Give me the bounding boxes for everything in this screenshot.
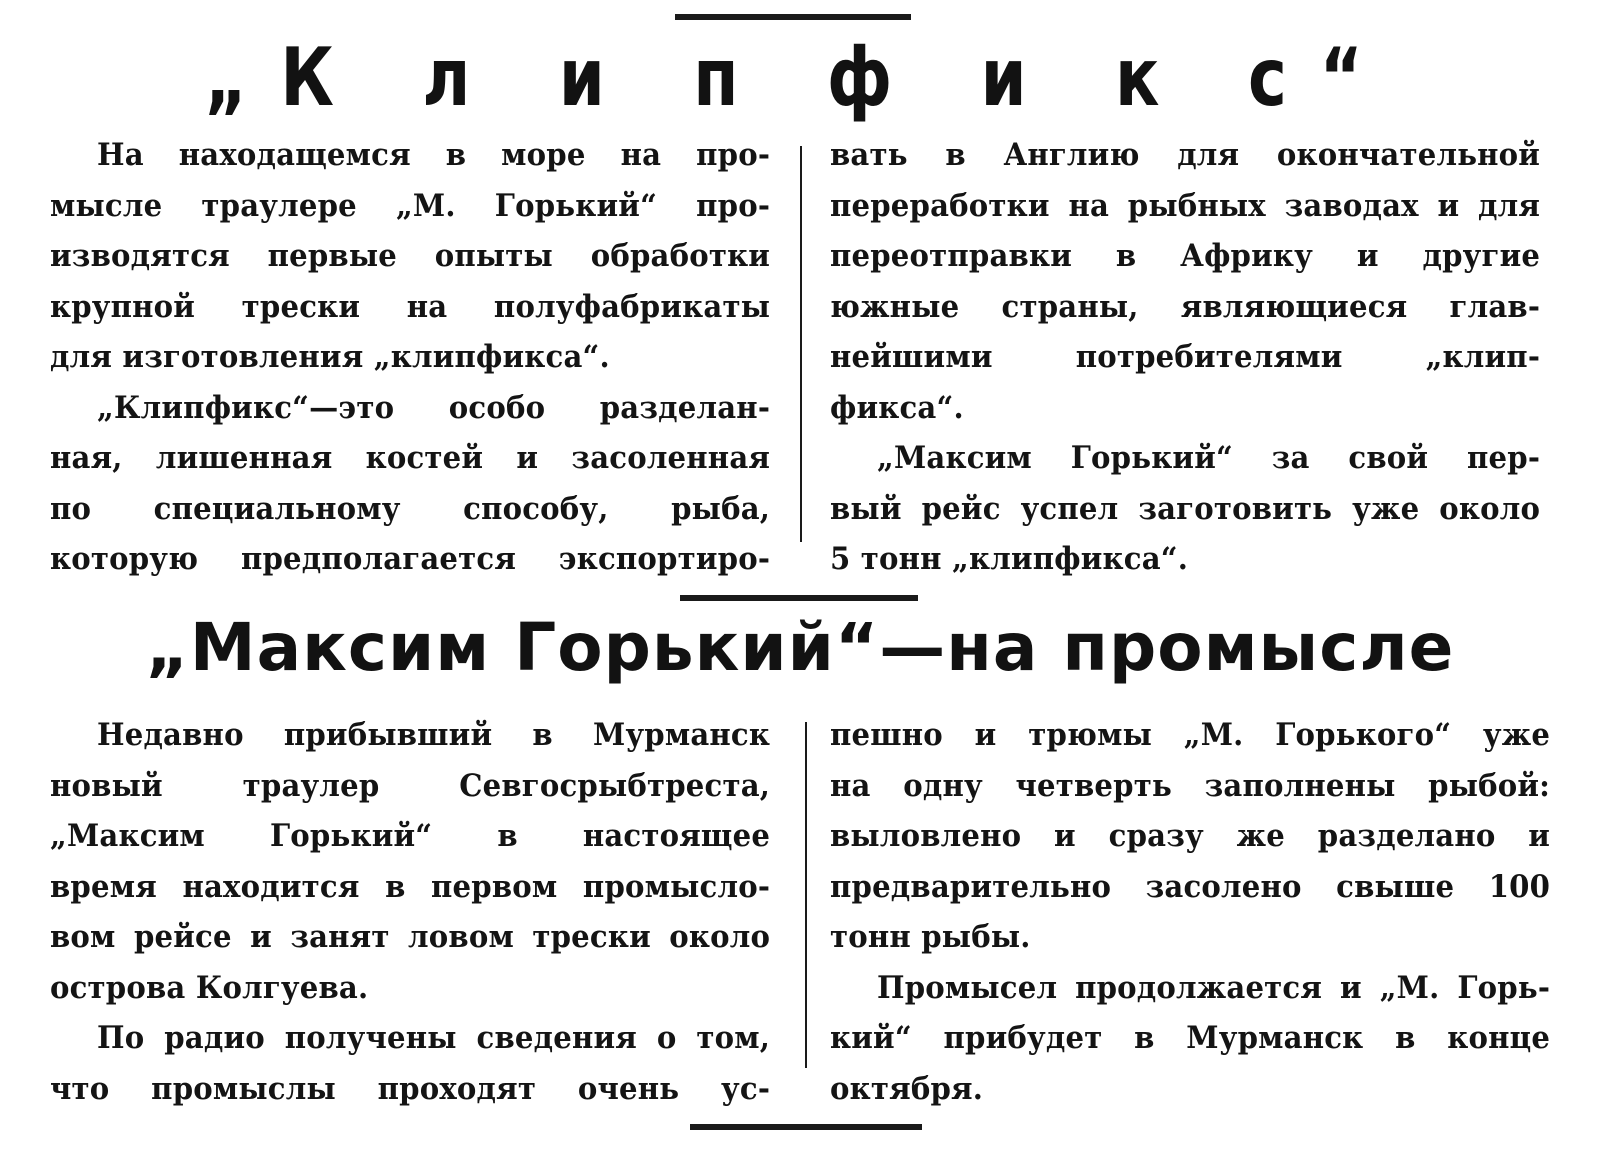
text-line: переработки на рыбных заводах и для — [830, 187, 1541, 224]
article1-right-column — [830, 130, 1540, 585]
text-line: изводятся первые опыты обработки — [50, 238, 771, 274]
text-line: вый рейс успел заготовить уже около — [830, 490, 1541, 527]
middle-rule — [680, 595, 918, 601]
article2-left-column — [50, 710, 770, 1114]
text-line: пешно и трюмы „М. Горького“ уже — [830, 717, 1551, 753]
bottom-rule — [690, 1124, 922, 1130]
text-line: по специальному способу, рыба, — [50, 490, 771, 527]
text-line: крупной трески на полуфабрикаты — [50, 288, 771, 325]
text-line: на одну четверть заполнены рыбой: — [830, 767, 1551, 804]
text-line: новый траулер Севгосрыбтреста, — [50, 767, 771, 804]
text-line: выловлено и сразу же разделано и — [830, 818, 1551, 854]
text-line: октября. — [830, 1070, 984, 1107]
text-line: „Максим Горький“ в настоящее — [50, 818, 771, 854]
text-line: „Клипфикс“—это особо разделан- — [97, 389, 771, 426]
text-line: тонн рыбы. — [830, 919, 1031, 955]
text-line: „Максим Горький“ за свой пер- — [877, 440, 1541, 476]
text-line: предварительно засолено свыше 100 — [830, 868, 1551, 905]
top-rule — [675, 14, 911, 20]
text-line: 5 тонн „клипфикса“. — [830, 541, 1189, 577]
text-line: По радио получены сведения о том, — [97, 1020, 771, 1056]
text-line: которую предполагается экспортиро- — [50, 541, 771, 577]
text-line: На находащемся в море на про- — [97, 137, 771, 173]
text-line: время находится в первом промысло- — [50, 868, 771, 905]
article1-left-column — [50, 130, 770, 585]
text-line: нейшими потребителями „клип- — [830, 339, 1541, 375]
article2-right-column — [830, 710, 1550, 1114]
text-line: что промыслы проходят очень ус- — [50, 1070, 771, 1107]
text-line: южные страны, являющиеся глав- — [830, 288, 1541, 325]
text-line: вать в Англию для окончательной — [830, 137, 1541, 173]
text-line: фикса“. — [830, 389, 964, 426]
article1-headline: „К л и п ф и к с“ — [204, 31, 1396, 124]
text-line: для изготовления „клипфикса“. — [50, 339, 610, 375]
text-line: вом рейсе и занят ловом трески около — [50, 919, 771, 955]
article1-column-divider — [800, 146, 802, 542]
text-line: переотправки в Африку и другие — [830, 238, 1541, 274]
article2-headline: „Максим Горький“—на промысле — [145, 609, 1455, 686]
text-line: Промысел продолжается и „М. Горь- — [877, 969, 1551, 1006]
text-line: Недавно прибывший в Мурманск — [97, 717, 771, 753]
text-line: острова Колгуева. — [50, 969, 369, 1006]
text-line: ная, лишенная костей и засоленная — [50, 440, 771, 476]
text-line: мысле траулере „М. Горький“ про- — [50, 187, 771, 224]
article2-column-divider — [805, 722, 807, 1068]
text-line: кий“ прибудет в Мурманск в конце — [830, 1020, 1551, 1056]
